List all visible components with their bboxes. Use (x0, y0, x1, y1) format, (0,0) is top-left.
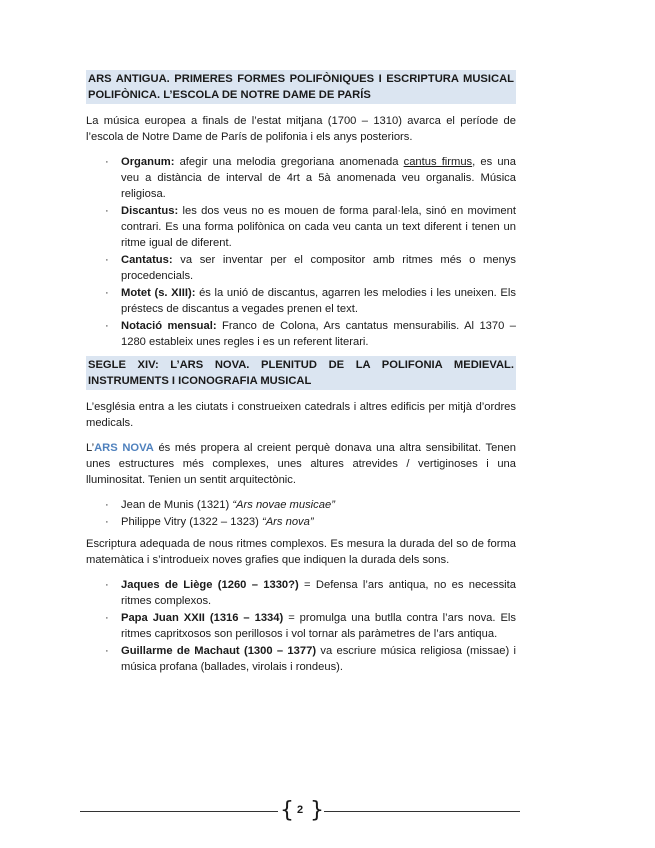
bullet: · (105, 287, 109, 299)
term-label: Motet (s. XIII): (121, 287, 196, 299)
reference-author: Jean de Munis (1321) (121, 499, 233, 511)
list-item-person (86, 610, 516, 642)
term-label: Organum: (121, 156, 175, 168)
term-label: Notació mensual: (121, 320, 217, 332)
bullet: · (105, 320, 109, 332)
intro-paragraph: La música europea a finals de l’estat mitjana (1700 – 1310) avarca el període de l’escola de Notre Dame de París de polifonia i els anys posteriors. (86, 115, 516, 143)
item-text: va ser inventar per el compositor amb ritmes més o menys procedencials. (121, 254, 516, 282)
list-item-person (86, 643, 516, 675)
text: L’ (86, 442, 95, 454)
paragraph-esglesia: L’església entra a les ciutats i construeixen catedrals i altres edificis per mitjà d’ordres medicals. (86, 401, 516, 429)
bullet: · (105, 579, 109, 591)
bullet: · (105, 645, 109, 657)
list-item-cantatus (86, 252, 516, 284)
item-text: les dos veus no es mouen de forma paral·lela, sinó en moviment contrari. Es una forma polifònica on cada veu canta un text diferent i tenen un ritme igual de diferent. (121, 205, 516, 249)
item-text: va escriure música religiosa (missae) i música profana (ballades, virolais i rondeus). (121, 645, 516, 673)
list-item-reference (86, 497, 516, 513)
item-text: és la unió de discantus, agarren les melodies i les uneixen. Els préstecs de discantus a vegades prenen el text. (121, 287, 516, 315)
underlined-term: cantus firmus (403, 156, 473, 168)
term-label: Cantatus: (121, 254, 173, 266)
list-item-motet (86, 285, 516, 317)
document-body (86, 70, 516, 681)
bullet: · (105, 516, 109, 528)
list-item-discantus (86, 203, 516, 251)
composers-list (86, 577, 516, 675)
person-name: Jaques de Liège (1260 – 1330?) (121, 579, 299, 591)
section-heading-ars-antigua: ARS ANTIGUA. PRIMERES FORMES POLIFÒNIQUES I ESCRIPTURA MUSICAL POLIFÒNICA. L’ESCOLA DE NOTRE DAME DE PARÍS (86, 70, 516, 104)
list-item-notacio-mensual (86, 318, 516, 350)
bullet: · (105, 156, 109, 168)
references-list (86, 497, 516, 530)
term-label: Discantus: (121, 205, 179, 217)
bullet: · (105, 205, 109, 217)
item-text: = Defensa l’ars antiqua, no es necessita ritmes complexos. (121, 579, 517, 607)
item-text: = promulga una butlla contra l’ars nova. Els ritmes capritxosos son perillosos i vol tornar als paràmetres de l’ars antiqua. (121, 612, 516, 640)
person-name: Guillarme de Machaut (1300 – 1377) (121, 645, 317, 657)
person-name: Papa Juan XXII (1316 – 1334) (121, 612, 284, 624)
ars-nova-highlight: ARS NOVA (94, 442, 154, 454)
section-heading-ars-nova: SEGLE XIV: L’ARS NOVA. PLENITUD DE LA POLIFONIA MEDIEVAL. INSTRUMENTS I ICONOGRAFIA MUSICAL (86, 356, 516, 390)
list-item-organum (86, 154, 516, 202)
reference-title: “Ars nova” (261, 516, 314, 528)
page-footer (80, 799, 520, 825)
reference-title: “Ars novae musicae” (232, 499, 335, 511)
paragraph-ars-nova (86, 440, 516, 488)
item-text: , es una veu a distància de interval de 4rt a 5à anomenada veu organalis. Música religiosa. (121, 156, 516, 200)
left-brace-icon: { (280, 798, 294, 823)
footer-rule-right (324, 811, 520, 812)
right-brace-icon: } (310, 798, 324, 823)
bullet: · (105, 254, 109, 266)
list-item-reference (86, 514, 516, 530)
bullet: · (105, 612, 109, 624)
item-text: Franco de Colona, Ars cantatus mensurabilis. Al 1370 – 1280 estableix unes regles i es un referent literari. (121, 320, 516, 348)
ars-antigua-list (86, 154, 516, 350)
item-text: afegir una melodia gregoriana anomenada (174, 156, 404, 168)
bullet: · (105, 499, 109, 511)
text: és més propera al creient perquè donava una altra sensibilitat. Tenen unes estructures més complexes, unes altures atrevides / vertiginoses i una lluminositat. Tenien un sentit arquitectònic. (86, 442, 516, 486)
list-item-person (86, 577, 516, 609)
footer-rule-left (80, 811, 278, 812)
page-number: 2 (296, 804, 304, 816)
reference-author: Philippe Vitry (1322 – 1323) (121, 516, 262, 528)
paragraph-escriptura: Escriptura adequada de nous ritmes complexos. Es mesura la durada del so de forma matemàtica i s’introdueix noves grafies que indiquen la durada dels sons. (86, 538, 516, 566)
